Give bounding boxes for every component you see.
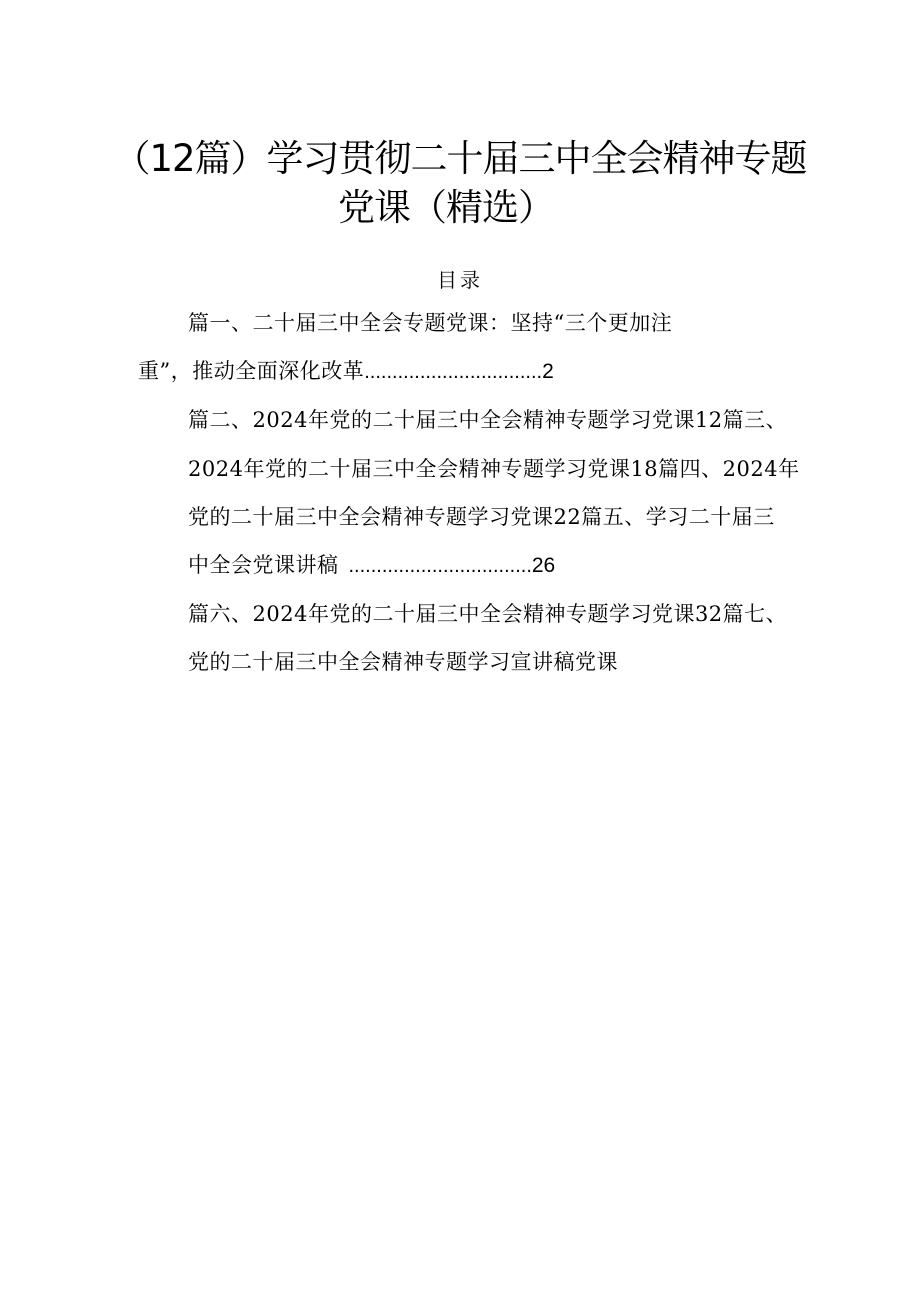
page-number: 26 [531, 554, 556, 577]
toc-entry-1-text: 重”，推动全面深化改革 [138, 359, 365, 383]
document-title-line-1: （12篇）学习贯彻二十届三中全会精神专题 [113, 137, 807, 180]
toc-line-6 [188, 555, 555, 576]
leader-dots: ................................ [364, 361, 543, 383]
document-title-line-2: 党课（精选） [338, 186, 554, 229]
toc-line-7: 篇六、2024年党的二十届三中全会精神专题学习党课32篇七、 [188, 602, 788, 626]
toc-line-1: 篇一、二十届三中全会专题党课：坚持“三个更加注 [188, 311, 673, 335]
leader-dots: ................................. [348, 555, 532, 577]
toc-line-2 [138, 361, 554, 382]
page-number: 2 [542, 360, 554, 383]
toc-line-3: 篇二、2024年党的二十届三中全会精神专题学习党课12篇三、 [188, 408, 788, 432]
toc-entry-5-text: 中全会党课讲稿 [188, 553, 339, 577]
toc-heading: 目录 [437, 268, 483, 292]
toc-line-4: 2024年党的二十届三中全会精神专题学习党课18篇四、2024年 [188, 457, 800, 481]
toc-line-5: 党的二十届三中全会精神专题学习党课22篇五、学习二十届三 [188, 505, 775, 529]
toc-line-8: 党的二十届三中全会精神专题学习宣讲稿党课 [188, 650, 618, 674]
